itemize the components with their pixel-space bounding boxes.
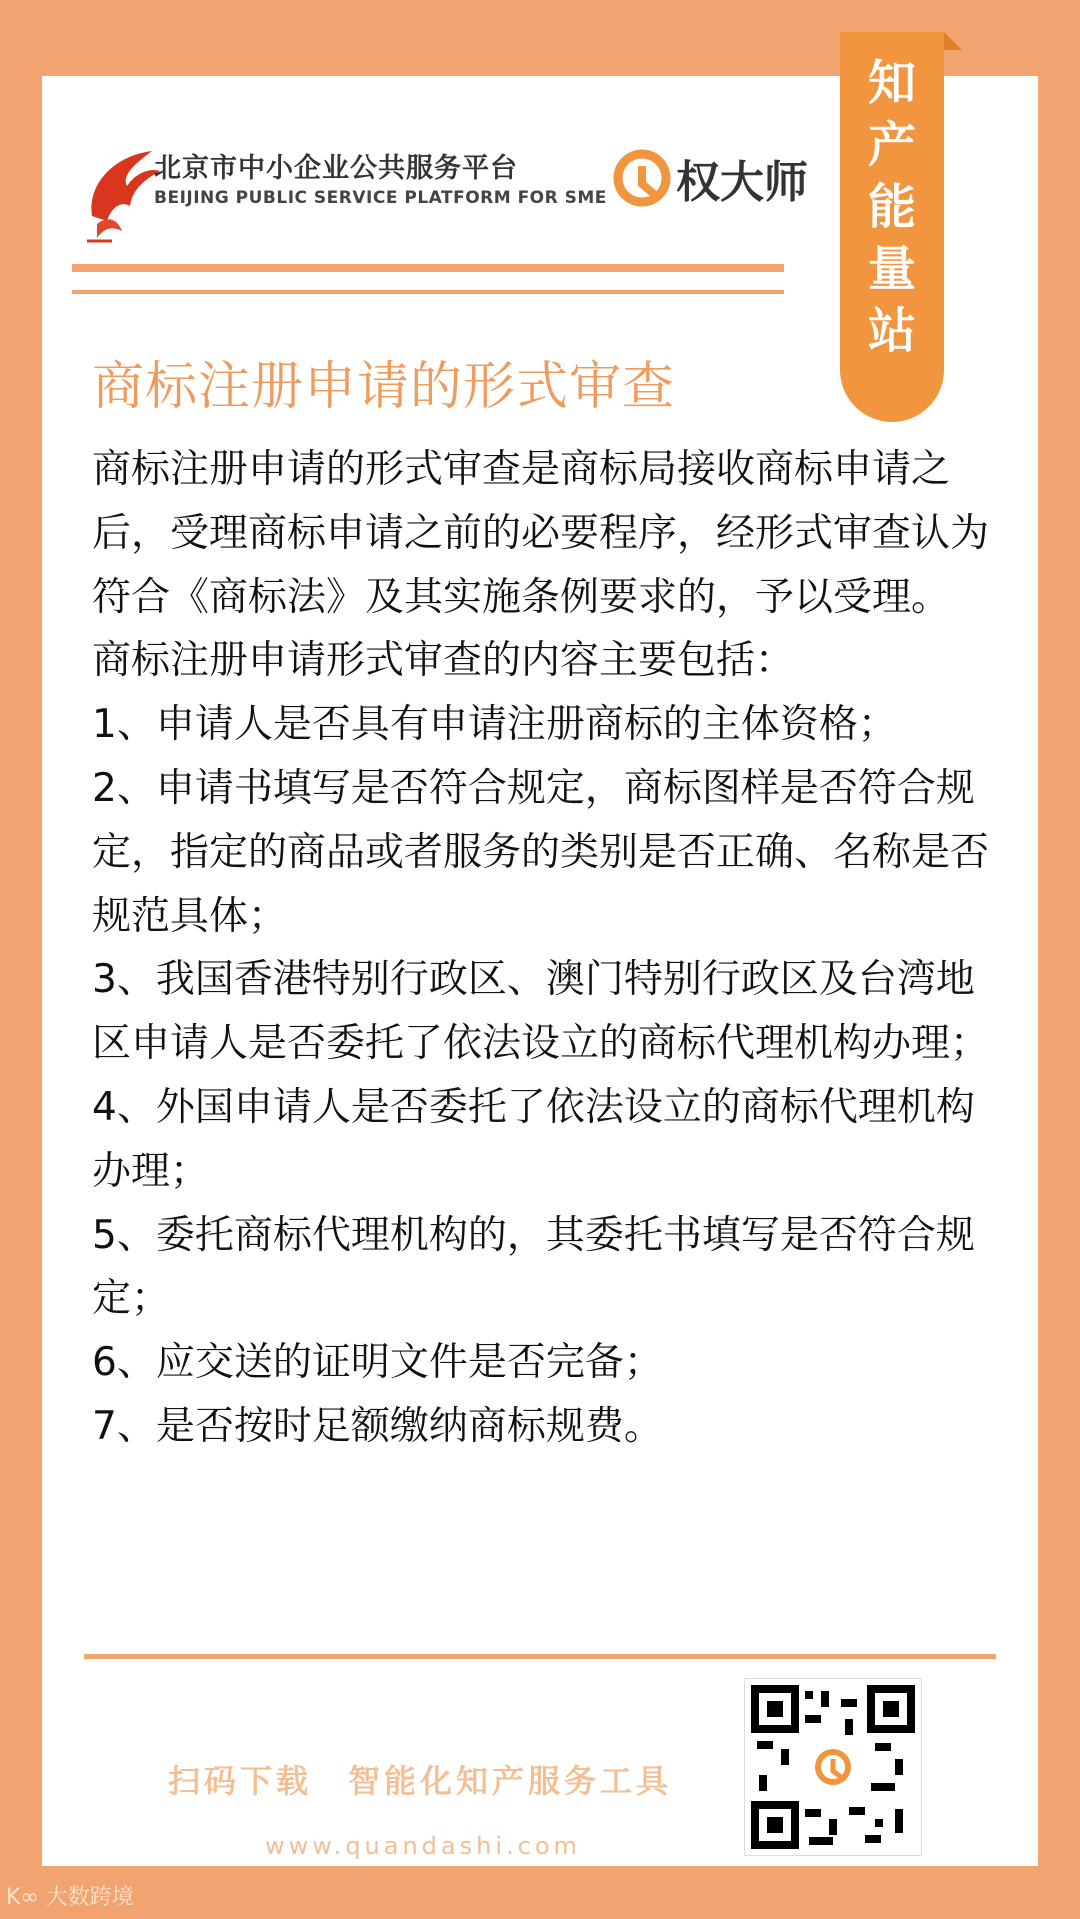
watermark-icon: K∞	[6, 1885, 46, 1910]
side-ribbon	[840, 32, 944, 422]
list-item: 7、是否按时足额缴纳商标规费。	[92, 1403, 663, 1449]
footer-slogan: 扫码下载 智能化知产服务工具	[168, 1762, 673, 1800]
list-item: 5、委托商标代理机构的，其委托书填写是否符合规定；	[92, 1212, 975, 1322]
ribbon-label	[840, 52, 944, 362]
article-body	[92, 438, 1012, 1459]
watermark	[6, 1880, 134, 1911]
list-item: 3、我国香港特别行政区、澳门特别行政区及台湾地区申请人是否委托了依法设立的商标代理机构办理；	[92, 957, 990, 1067]
sme-platform-name: 北京市中小企业公共服务平台	[154, 153, 518, 184]
footer-url[interactable]: www.quandashi.com	[265, 1832, 581, 1860]
list-item: 4、外国申请人是否委托了依法设立的商标代理机构办理；	[92, 1084, 975, 1194]
list-item: 6、应交送的证明文件是否完备；	[92, 1340, 663, 1386]
quandashi-logo-icon	[612, 148, 672, 208]
ribbon-char: 量	[867, 241, 916, 297]
header-divider-thin	[72, 290, 784, 294]
list-item: 1、申请人是否具有申请注册商标的主体资格；	[92, 702, 897, 748]
ribbon-char: 知	[867, 55, 916, 111]
ribbon-fold	[944, 32, 962, 50]
paragraph: 商标注册申请形式审查的内容主要包括：	[92, 638, 795, 684]
paragraph: 商标注册申请的形式审查是商标局接收商标申请之后，受理商标申请之前的必要程序，经形式审查认为符合《商标法》及其实施条例要求的，予以受理。	[92, 447, 990, 620]
list-item: 2、申请书填写是否符合规定，商标图样是否符合规定，指定的商品或者服务的类别是否正确、名称是否规范具体；	[92, 765, 990, 939]
footer-divider	[84, 1654, 996, 1659]
sme-platform-name-en: BEIJING PUBLIC SERVICE PLATFORM FOR SME	[154, 188, 607, 208]
article-title: 商标注册申请的形式审查	[92, 357, 676, 417]
watermark-text: 大数跨境	[45, 1885, 134, 1910]
ribbon-char: 能	[867, 179, 916, 235]
ribbon-char: 站	[867, 303, 916, 359]
qr-code-icon[interactable]	[744, 1678, 922, 1856]
brand-name: 权大师	[676, 157, 808, 208]
phoenix-logo-icon	[82, 146, 162, 246]
poster-card	[42, 55, 1038, 1866]
header-divider	[72, 264, 784, 272]
ribbon-char: 产	[867, 117, 916, 173]
